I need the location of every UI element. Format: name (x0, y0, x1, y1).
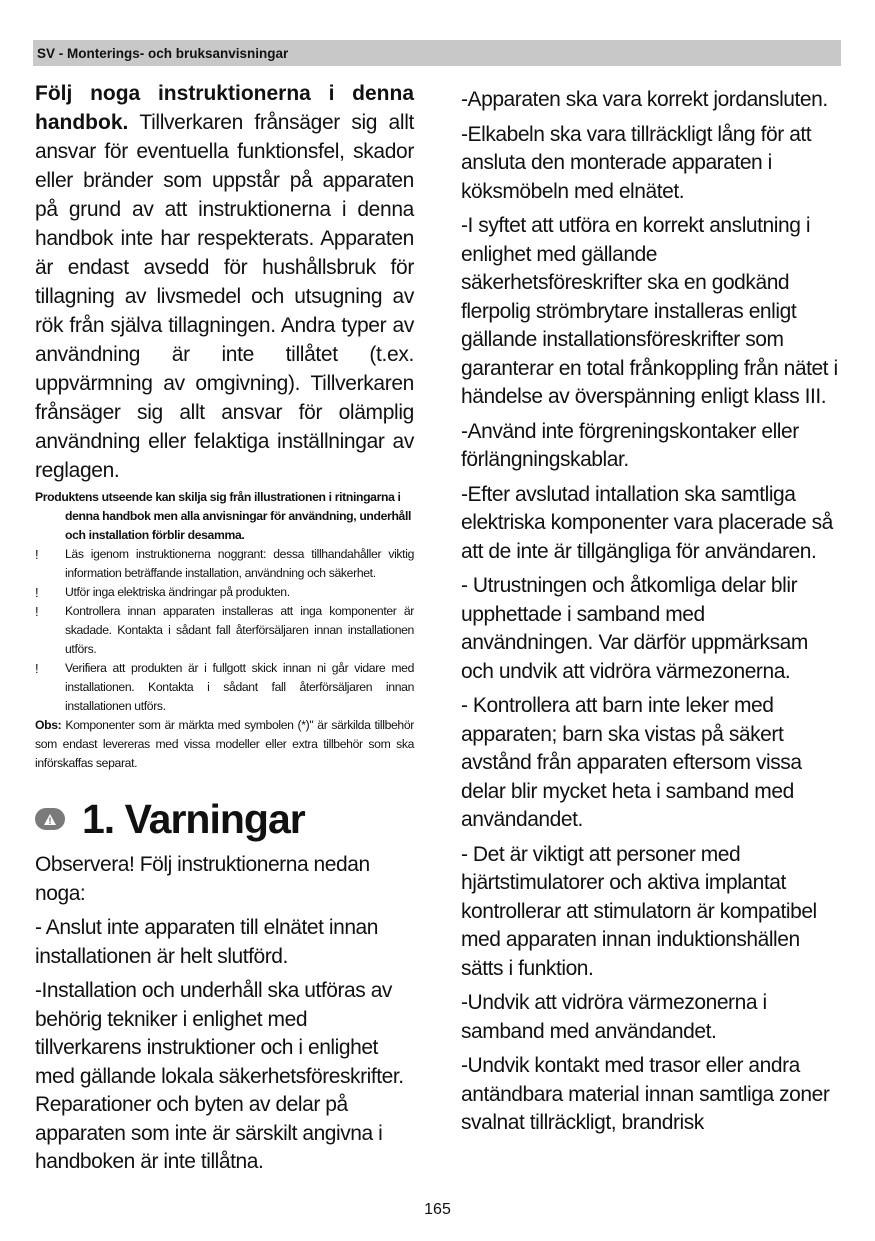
notes-heading: Produktens utseende kan skilja sig från illustrationen i ritningarna i denna handbok men alla anvisningar för användning, underhåll och installation förblir desamma. (35, 490, 412, 542)
note-item: ! Läs igenom instruktionerna noggrant: dessa tillhandahåller viktig information beträffande installation, användning och säkerhet. (35, 547, 414, 580)
intro-bold: Följ noga instruktionerna i denna handbok. (35, 82, 414, 134)
warning-icon (35, 808, 65, 830)
right-column (461, 86, 839, 1144)
warning-paragraph: -Apparaten ska vara korrekt jordansluten. (461, 88, 828, 111)
exclamation-icon: ! (35, 585, 39, 600)
warning-paragraph: -Använd inte förgreningskontaker eller förlängningskablar. (461, 419, 799, 471)
intro-paragraph (35, 79, 414, 485)
warning-paragraph: - Kontrollera att barn inte leker med apparaten; barn ska vistas på säkert avstånd från apparaten eftersom vissa delar blir mycket heta i samband med användandet. (461, 694, 802, 831)
exclamation-icon: ! (35, 661, 39, 676)
notes-block (35, 488, 414, 773)
page-header (33, 40, 841, 66)
warning-paragraph: -Elkabeln ska vara tillräckligt lång för att ansluta den monterade apparaten i köksmöbeln med elnätet. (461, 122, 812, 203)
exclamation-icon: ! (35, 547, 39, 562)
intro-text: Tillverkaren frånsäger sig allt ansvar för eventuella funktionsfel, skador eller bränder som uppstår på apparaten på grund av att instruktionerna i denna handbok inte har respekterats. Apparaten är endast avsedd för hushållsbruk för tillagning av livsmedel och utsugning av rök från själva tillagningen. Andra typer av användning är inte tillåtet (t.ex. uppvärmning av omgivning). Tillverkaren frånsäger sig allt ansvar för olämplig användning eller felaktiga inställningar av reglagen. (35, 111, 414, 482)
obs-label: Obs: (35, 718, 62, 732)
note-item: ! Kontrollera innan apparaten installeras att inga komponenter är skadade. Kontakta i sådant fall återförsäljaren innan installationen utförs. (35, 604, 414, 656)
warning-paragraph: -Installation och underhåll ska utföras av behörig tekniker i enlighet med tillverkarens instruktioner och i enlighet med gällande lokala säkerhetsföreskrifter. Reparationer och byten av delar på apparaten som inte är särskilt angivna i handboken är inte tillåtna. (35, 979, 404, 1173)
page-number: 165 (424, 1201, 451, 1218)
obs-text: Komponenter som är märkta med symbolen (*)" är särkilda tillbehör som endast levereras med vissa modeller eller extra tillbehör som ska införskaffas separat. (35, 718, 414, 770)
note-item: ! Utför inga elektriska ändringar på produkten. (35, 585, 290, 600)
warning-paragraph: - Anslut inte apparaten till elnätet innan installationen är helt slutförd. (35, 916, 379, 968)
warning-paragraph: -I syftet att utföra en korrekt anslutning i enlighet med gällande säkerhetsföreskrifter ska en godkänd flerpolig strömbrytare installeras enligt gällande installationsföreskrifter som garanterar en total frånkoppling från nätet i händelse av överspänning enligt klass III. (461, 214, 838, 408)
section-heading (35, 791, 414, 847)
exclamation-icon: ! (35, 604, 39, 619)
warning-paragraph: -Undvik att vidröra värmezonerna i samband med användandet. (461, 991, 767, 1043)
warning-paragraph: - Det är viktigt att personer med hjärtstimulatorer och aktiva implantat kontrollerar att stimulatorn är kompatibel med apparaten innan induktionshällen sätts i funktion. (461, 842, 817, 980)
header-title: SV - Monterings- och bruksanvisningar (37, 46, 289, 61)
note-item: ! Verifiera att produkten är i fullgott skick innan ni går vidare med installationen. Kontakta i sådant fall återförsäljaren innan installationen utförs. (35, 661, 414, 713)
warning-paragraph: -Undvik kontakt med trasor eller andra antändbara material innan samtliga zoner svalnat tillräckligt, brandrisk (461, 1054, 830, 1134)
warning-paragraph: -Efter avslutad intallation ska samtliga elektriska komponenter vara placerade så att de inte är tillgängliga för användaren. (461, 482, 833, 563)
left-column (35, 79, 414, 1183)
warning-paragraph: Observera! Följ instruktionerna nedan noga: (35, 853, 370, 905)
obs-note (35, 716, 414, 773)
warning-paragraph: - Utrustningen och åtkomliga delar blir upphettade i samband med användningen. Var därför uppmärksam och undvik att vidröra värmezonerna. (461, 574, 808, 683)
section-title: 1. Varningar (82, 795, 305, 842)
